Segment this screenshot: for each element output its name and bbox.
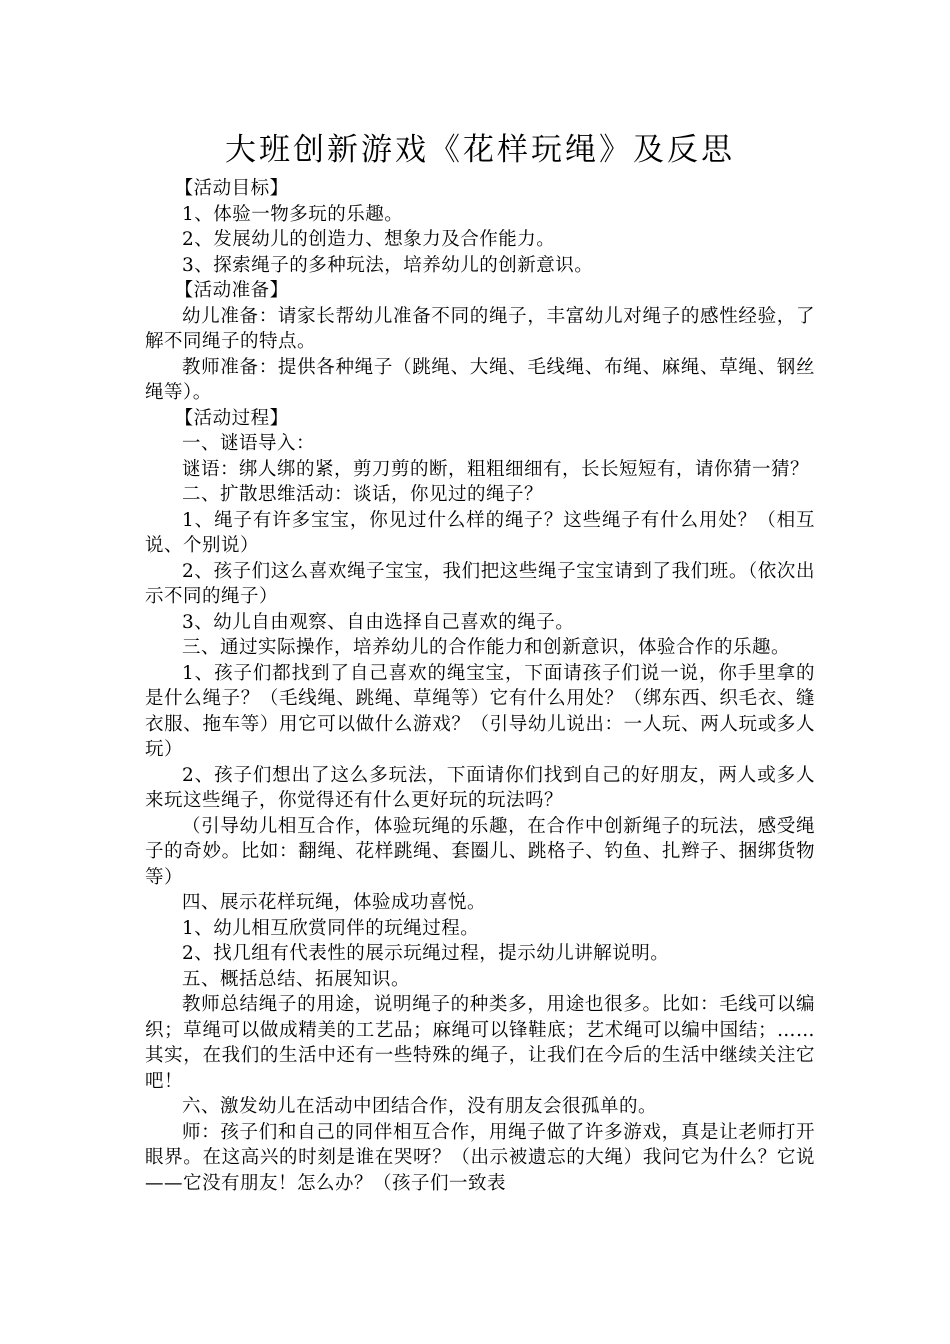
paragraph: 谜语：绑人绑的紧，剪刀剪的断，粗粗细细有，长长短短有，请你猜一猜？ — [182, 458, 810, 480]
paragraph: 师：孩子们和自己的同伴相互合作，用绳子做了许多游戏，真是让老师打开眼界。在这高兴的时刻是谁在哭呀？（出示被遗忘的大绳）我问它为什么？它说——它没有朋友！怎么办？（孩子们一致表 — [145, 1121, 815, 1194]
paragraph: 三、通过实际操作，培养幼儿的合作能力和创新意识，体验合作的乐趣。 — [182, 637, 791, 658]
document-page — [145, 128, 815, 1196]
paragraph: 一、谜语导入： — [182, 433, 316, 454]
paragraph: 2、孩子们这么喜欢绳子宝宝，我们把这些绳子宝宝请到了我们班。（依次出示不同的绳子） — [145, 560, 815, 607]
paragraph: 六、激发幼儿在活动中团结合作，没有朋友会很孤单的。 — [182, 1096, 658, 1117]
paragraph: 四、展示花样玩绳，体验成功喜悦。 — [182, 892, 487, 913]
paragraph: 2、孩子们想出了这么多玩法，下面请你们找到自己的好朋友，两人或多人来玩这些绳子，你觉得还有什么更好玩的玩法吗？ — [145, 764, 815, 811]
paragraph: 二、扩散思维活动：谈话，你见过的绳子？ — [182, 484, 544, 505]
paragraph: （引导幼儿相互合作，体验玩绳的乐趣，在合作中创新绳子的玩法，感受绳子的奇妙。比如：翻绳、花样跳绳、套圈儿、跳格子、钓鱼、扎辫子、捆绑货物等） — [145, 815, 815, 888]
section-heading: 【活动目标】 — [174, 178, 289, 199]
paragraph: 幼儿准备：请家长帮幼儿准备不同的绳子，丰富幼儿对绳子的感性经验，了解不同绳子的特点。 — [145, 305, 815, 352]
paragraph: 1、绳子有许多宝宝，你见过什么样的绳子？这些绳子有什么用处？（相互说、个别说） — [145, 509, 815, 556]
section-heading: 【活动过程】 — [174, 407, 289, 429]
paragraph: 1、孩子们都找到了自己喜欢的绳宝宝，下面请孩子们说一说，你手里拿的是什么绳子？（毛线绳、跳绳、草绳等）它有什么用处？（绑东西、织毛衣、缝衣服、拖车等）用它可以做什么游戏？（引导幼儿说出：一人玩、两人玩或多人玩） — [145, 662, 815, 760]
paragraph: 1、体验一物多玩的乐趣。 — [182, 203, 404, 225]
document-body — [145, 176, 815, 1196]
paragraph: 3、幼儿自由观察、自由选择自己喜欢的绳子。 — [182, 611, 575, 633]
paragraph: 2、发展幼儿的创造力、想象力及合作能力。 — [182, 229, 556, 250]
paragraph: 教师准备：提供各种绳子（跳绳、大绳、毛线绳、布绳、麻绳、草绳、钢丝绳等）。 — [145, 356, 815, 403]
section-heading: 【活动准备】 — [174, 280, 289, 301]
paragraph: 教师总结绳子的用途，说明绳子的种类多，用途也很多。比如：毛线可以编织；草绳可以做成精美的工艺品；麻绳可以锋鞋底；艺术绳可以编中国结；……其实，在我们的生活中还有一些特殊的绳子，让我们在今后的生活中继续关注它吧！ — [145, 994, 815, 1092]
paragraph: 五、概括总结、拓展知识。 — [182, 968, 411, 990]
paragraph: 3、探索绳子的多种玩法，培养幼儿的创新意识。 — [182, 254, 594, 276]
paragraph: 2、找几组有代表性的展示玩绳过程，提示幼儿讲解说明。 — [182, 943, 670, 964]
paragraph: 1、幼儿相互欣赏同伴的玩绳过程。 — [182, 917, 480, 939]
document-title: 大班创新游戏《花样玩绳》及反思 — [225, 132, 735, 168]
